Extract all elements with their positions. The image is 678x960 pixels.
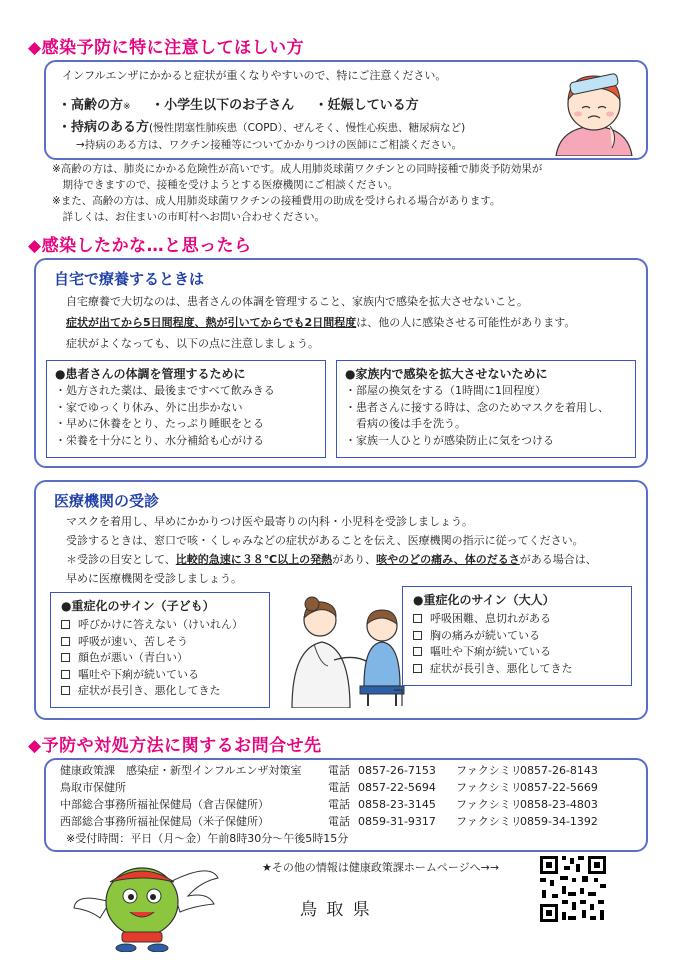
contact-name: 健康政策課 感染症・新型インフルエンザ対策室 — [60, 764, 302, 777]
fax-label: ファクシミリ — [456, 798, 522, 811]
adult-sign-item — [413, 661, 621, 678]
section-title-infected: ◆感染したかな…と思ったら — [28, 236, 252, 256]
section-title-contacts: ◆予防や対処方法に関するお問合せ先 — [28, 736, 322, 756]
contact-row — [60, 814, 646, 831]
family-prevention-item: ・患者さんに接する時は、念のためマスクを着用し、 — [345, 400, 609, 414]
home-care-line2-rest: は、他の人に感染させる可能性があります。 — [356, 316, 576, 329]
clinic-visit-heading: 医療機関の受診 — [54, 492, 160, 510]
family-prevention-title: ●家族内で感染を拡大させないために — [345, 367, 548, 381]
contact-name: 西部総合事務所福祉保健局（米子保健所） — [60, 815, 269, 828]
qr-code-icon[interactable] — [538, 854, 608, 924]
home-care-heading: 自宅で療養するときは — [54, 270, 205, 288]
tel-label: 電話 — [328, 815, 350, 828]
child-sign-item — [61, 667, 259, 684]
adult-signs-box — [402, 586, 632, 686]
fax-label: ファクシミリ — [456, 815, 522, 828]
checkbox-icon — [413, 614, 422, 623]
patient-care-box — [46, 360, 326, 458]
contact-row — [60, 797, 646, 814]
adult-sign-label: 症状が長引き、悪化してきた — [430, 661, 573, 675]
tel-number: 0858-23-3145 — [358, 798, 436, 811]
home-care-line2-emphasis: 症状が出てから5日間程度、熱が引いてからでも2日間程度 — [66, 316, 357, 329]
child-signs-box — [50, 592, 270, 708]
fax-number: 0859-34-1392 — [520, 815, 598, 828]
tel-number: 0857-26-7153 — [358, 764, 436, 777]
high-risk-list-row1 — [58, 96, 419, 116]
item-children: ・小学生以下のお子さん — [151, 98, 295, 113]
contact-name: 中部総合事務所福祉保健局（倉吉保健所） — [60, 798, 269, 811]
clinic-line4: 早めに医療機関を受診しましょう。 — [66, 572, 242, 585]
high-risk-list-row2 — [58, 118, 465, 138]
adult-sign-label: 嘔吐や下痢が続いている — [430, 645, 551, 658]
tel-label: 電話 — [328, 781, 350, 794]
child-sign-label: 呼びかけに答えない（けいれん） — [78, 618, 243, 631]
clinic-line3-fever: 比較的急速に３８℃以上の発熱 — [175, 553, 333, 566]
mascot-illustration — [70, 852, 220, 952]
clinic-line3 — [66, 552, 597, 569]
fax-label: ファクシミリ — [456, 781, 522, 794]
tel-number: 0857-22-5694 — [358, 781, 436, 794]
clinic-line2: 受診するときは、窓口で咳・くしゃみなどの症状があることを伝え、医療機関の指示に従ってください。 — [66, 534, 584, 547]
home-care-line2 — [66, 315, 575, 332]
elderly-note-3: ※また、高齢の方は、成人用肺炎球菌ワクチンの接種費用の助成を受けられる場合があります。 — [52, 195, 501, 207]
prefecture-name: 鳥 取 県 — [300, 900, 372, 920]
family-prevention-item: ・部屋の換気をする（1時間に1回程度） — [345, 384, 546, 397]
patient-care-title: ●患者さんの体調を管理するために — [55, 367, 246, 381]
patient-care-item: ・早めに休養をとり、たっぷり睡眠をとる — [55, 417, 264, 430]
item-chronic-note: →持病のある方は、ワクチン接種等についてかかりつけの医師にご相談ください。 — [76, 139, 463, 151]
elderly-note-2: 期待できますので、接種を受けようとする医療機関にご相談ください。 — [52, 179, 399, 191]
adult-sign-item — [413, 644, 621, 661]
fax-number: 0857-26-8143 — [520, 764, 598, 777]
sick-person-illustration — [546, 66, 642, 156]
adult-sign-label: 呼吸困難、息切れがある — [430, 612, 551, 625]
checkbox-icon — [413, 631, 422, 640]
clinic-line3-a: ＊受診の目安として、 — [66, 553, 176, 566]
contacts-box — [44, 758, 648, 852]
checkbox-icon — [61, 637, 70, 646]
family-prevention-box — [336, 360, 636, 458]
elderly-note-4: 詳しくは、お住まいの市町村へお問い合わせください。 — [52, 211, 325, 223]
checkbox-icon — [61, 620, 70, 629]
child-sign-item — [61, 683, 259, 700]
checkbox-icon — [61, 653, 70, 662]
adult-sign-item — [413, 611, 621, 628]
high-risk-intro: インフルエンザにかかると症状が重くなりやすいので、特にご注意ください。 — [62, 69, 447, 82]
item-elderly: ・高齢の方 — [58, 98, 124, 113]
child-sign-item — [61, 634, 259, 651]
high-risk-box — [44, 60, 648, 160]
item-pregnant: ・妊娠している方 — [314, 98, 419, 113]
patient-care-item: ・家でゆっくり休み、外に出歩かない — [55, 400, 243, 414]
child-sign-item — [61, 617, 259, 634]
child-sign-label: 呼吸が速い、苦しそう — [78, 634, 188, 648]
adult-signs-title: ●重症化のサイン（大人） — [413, 593, 555, 607]
fax-number: 0857-22-5669 — [520, 781, 598, 794]
checkbox-icon — [413, 664, 422, 673]
patient-care-item: ・処方された薬は、最後まですべて飲みきる — [55, 384, 275, 397]
item-elderly-mark: ※ — [123, 102, 131, 112]
family-prevention-item: 看病の後は手を洗う。 — [345, 417, 466, 430]
more-info-link[interactable]: ★その他の情報は健康政策課ホームページへ→→ — [262, 861, 500, 874]
office-hours: ※受付時間：平日（月～金）午前8時30分～午後5時15分 — [66, 832, 349, 845]
adult-sign-label: 胸の痛みが続いている — [430, 628, 540, 642]
patient-care-item: ・栄養を十分にとり、水分補給も心がける — [55, 433, 264, 447]
item-chronic-detail: (慢性閉塞性肺疾患（COPD）、ぜんそく、慢性心疾患、糖尿病など) — [149, 122, 466, 134]
fax-number: 0858-23-4803 — [520, 798, 598, 811]
child-sign-label: 顔色が悪い（青白い） — [78, 651, 188, 664]
family-prevention-item: ・家族一人ひとりが感染防止に気をつける — [345, 433, 554, 447]
tel-label: 電話 — [328, 798, 350, 811]
clinic-line3-symptoms: 咳やのどの痛み、体のだるさ — [376, 553, 520, 566]
adult-sign-item — [413, 628, 621, 645]
child-sign-label: 嘔吐や下痢が続いている — [78, 667, 199, 681]
clinic-line3-c: がある場合は、 — [519, 553, 597, 566]
child-sign-label: 症状が長引き、悪化してきた — [78, 684, 221, 697]
clinic-visit-box — [34, 480, 648, 720]
doctor-child-illustration — [284, 586, 414, 708]
contact-row — [60, 763, 646, 780]
contact-row — [60, 780, 646, 797]
contact-name: 鳥取市保健所 — [60, 781, 126, 794]
fax-label: ファクシミリ — [456, 764, 522, 777]
item-chronic: ・持病のある方 — [58, 120, 150, 135]
clinic-line1: マスクを着用し、早めにかかりつけ医や最寄りの内科・小児科を受診しましょう。 — [66, 515, 473, 528]
home-care-line3: 症状がよくなっても、以下の点に注意しましょう。 — [66, 337, 319, 350]
checkbox-icon — [61, 670, 70, 679]
clinic-line3-b: があり、 — [332, 553, 377, 566]
child-sign-item — [61, 650, 259, 667]
checkbox-icon — [413, 647, 422, 656]
section-title-prevention: ◆感染予防に特に注意してほしい方 — [28, 38, 305, 58]
home-care-box — [34, 258, 648, 468]
elderly-note-1: ※高齢の方は、肺炎にかかる危険性が高いです。成人用肺炎球菌ワクチンとの同時接種で肺炎予防効果が — [52, 163, 543, 175]
tel-label: 電話 — [328, 764, 350, 777]
tel-number: 0859-31-9317 — [358, 815, 436, 828]
child-signs-title: ●重症化のサイン（子ども） — [61, 599, 215, 613]
checkbox-icon — [61, 686, 70, 695]
home-care-line1: 自宅療養で大切なのは、患者さんの体調を管理すること、家族内で感染を拡大させないこと。 — [66, 295, 528, 308]
